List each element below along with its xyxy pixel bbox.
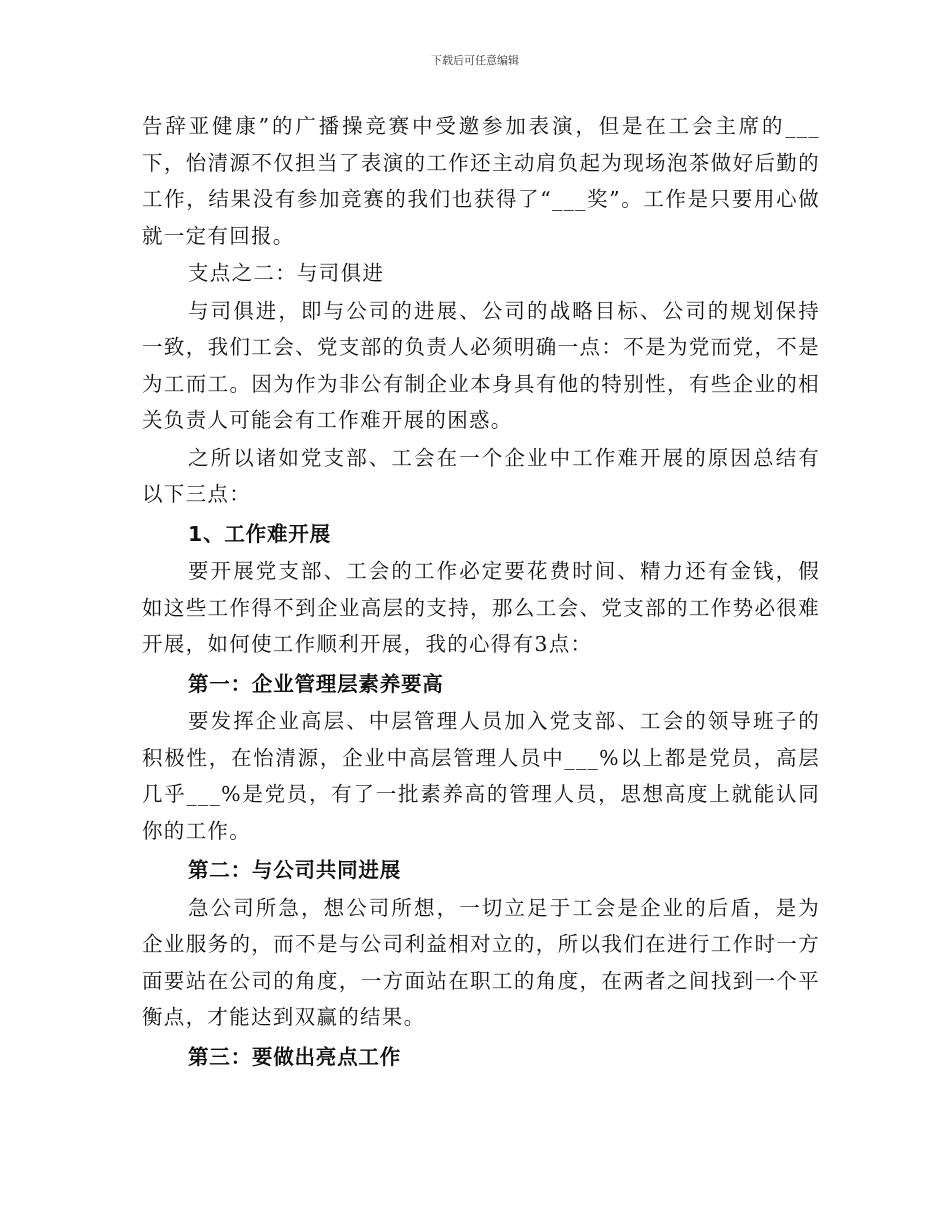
heading-second: 第二：与公司共同进展: [188, 858, 401, 882]
paragraph-second: 急公司所急，想公司所想，一切立足于工会是企业的后盾，是为企业服务的，而不是与公司利益相对立的，所以我们在进行工作时一方面要站在公司的角度，一方面站在职工的角度，在两者之间找到一个平衡点，才能达到双赢的结果。: [142, 895, 820, 1029]
paragraph-performance: 告辞亚健康”的广播操竞赛中受邀参加表演，但是在工会主席的___下，怡清源不仅担当了表演的工作还主动肩负起为现场泡茶做好后勤的工作，结果没有参加竞赛的我们也获得了“___奖”。工作是只要用心做就一定有回报。: [142, 114, 820, 248]
document-body: [142, 108, 820, 1075]
paragraph-difficult-work: 要开展党支部、工会的工作必定要花费时间、精力还有金钱，假如这些工作得不到企业高层的支持，那么工会、党支部的工作势必很难开展，如何使工作顺利开展，我的心得有3点：: [142, 559, 820, 656]
heading-pillar-two: 支点之二：与司俱进: [188, 261, 385, 285]
heading-difficult-work: 1、工作难开展: [188, 521, 331, 546]
heading-first: 第一：企业管理层素养要高: [188, 671, 444, 696]
paragraph-reasons-intro: 之所以诸如党支部、工会在一个企业中工作难开展的原因总结有以下三点：: [142, 445, 820, 506]
paragraph-keep-pace: 与司俱进，即与公司的进展、公司的战略目标、公司的规划保持一致，我们工会、党支部的负责人必须明确一点：不是为党而党，不是为工而工。因为作为非公有制企业本身具有他的特别性，有些企业的相关负责人可能会有工作难开展的困惑。: [142, 298, 820, 432]
paragraph-first: 要发挥企业高层、中层管理人员加入党支部、工会的领导班子的积极性，在怡清源，企业中高层管理人员中___%以上都是党员，高层几乎___%是党员，有了一批素养高的管理人员，思想高度上就能认同你的工作。: [142, 709, 820, 843]
page-header: 下载后可任意编辑: [431, 54, 519, 67]
heading-third: 第三：要做出亮点工作: [188, 1044, 401, 1069]
